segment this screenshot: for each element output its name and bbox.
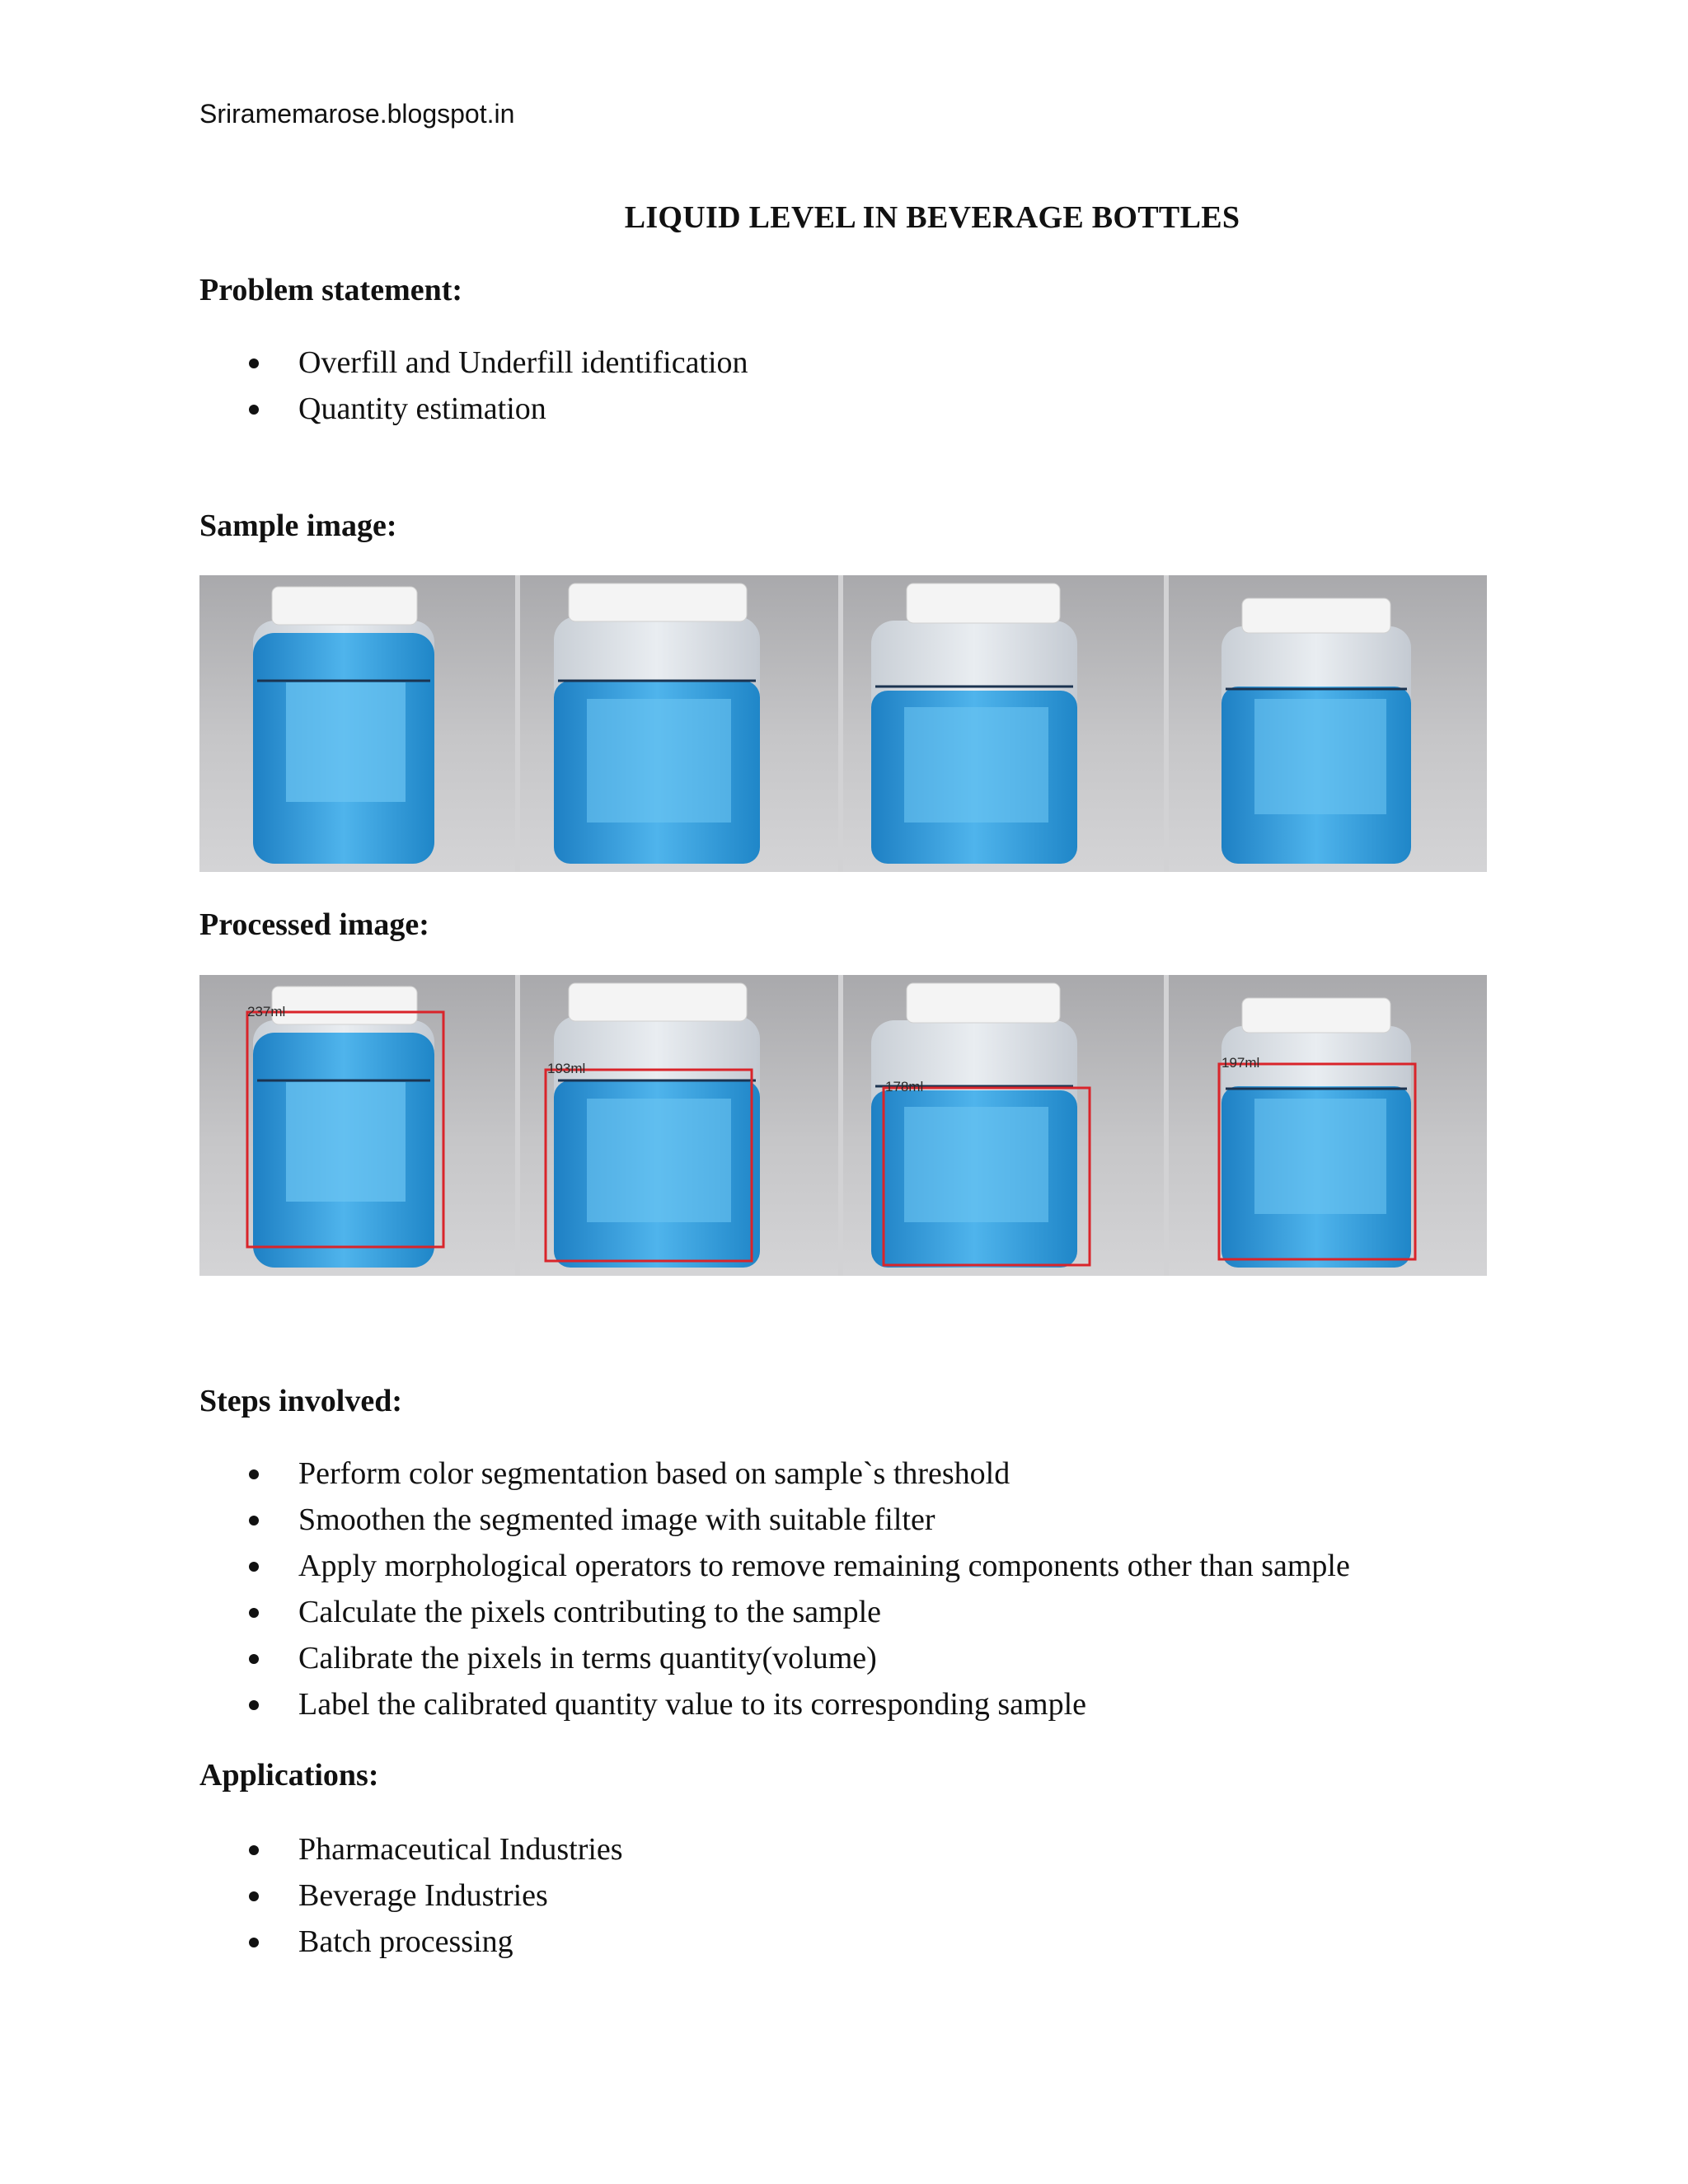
- applications-list: [0, 1826, 623, 1965]
- list-item: Pharmaceutical Industries: [0, 1826, 623, 1872]
- list-item: Batch processing: [0, 1919, 623, 1965]
- list-item: Apply morphological operators to remove remaining components other than sample: [0, 1543, 1350, 1589]
- steps-list: [0, 1451, 1350, 1727]
- quantity-label: 178ml: [885, 1079, 924, 1094]
- list-item: Beverage Industries: [0, 1872, 623, 1919]
- bottle-1: [253, 587, 434, 864]
- list-item: Calculate the pixels contributing to the sample: [0, 1589, 1350, 1635]
- quantity-label: 237ml: [247, 1004, 286, 1019]
- quantity-label: 197ml: [1221, 1055, 1260, 1071]
- applications-heading: Applications:: [199, 1758, 379, 1793]
- list-item: Overfill and Underfill identification: [0, 340, 748, 386]
- bottle-2: [546, 983, 760, 1268]
- steps-heading: Steps involved:: [199, 1384, 402, 1418]
- bottle-4: [1219, 998, 1415, 1268]
- bottle-3: [871, 583, 1077, 864]
- list-item: Quantity estimation: [0, 386, 748, 432]
- sample-image-heading: Sample image:: [199, 509, 397, 543]
- list-item: Calibrate the pixels in terms quantity(volume): [0, 1635, 1350, 1681]
- problem-list: [0, 340, 748, 432]
- bottle-3: [871, 983, 1090, 1268]
- processed-image: [199, 975, 1487, 1276]
- list-item: Smoothen the segmented image with suitable filter: [0, 1497, 1350, 1543]
- processed-image-heading: Processed image:: [199, 907, 429, 942]
- quantity-label: 193ml: [547, 1061, 586, 1076]
- bottle-2: [554, 583, 760, 864]
- document-title: LIQUID LEVEL IN BEVERAGE BOTTLES: [624, 200, 1240, 235]
- bottle-4: [1221, 598, 1411, 864]
- header-site: Sriramemarose.blogspot.in: [199, 99, 515, 129]
- list-item: Label the calibrated quantity value to its corresponding sample: [0, 1681, 1350, 1727]
- sample-image: [199, 575, 1487, 872]
- problem-statement-heading: Problem statement:: [199, 273, 463, 307]
- bottle-1: [247, 987, 443, 1268]
- list-item: Perform color segmentation based on sample`s threshold: [0, 1451, 1350, 1497]
